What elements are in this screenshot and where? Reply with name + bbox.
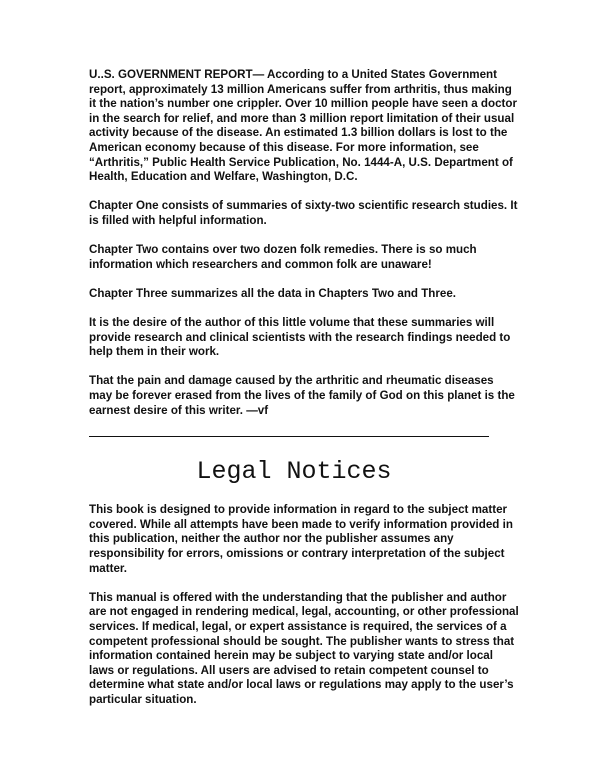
legal-disclaimer-paragraph: This book is designed to provide information in regard to the subject matter covered. While all attempts have been made to verify information provided in this publication, neither the author nor the publisher assumes any responsibility for errors, omissions or contrary interpretation of the subject matter.: [89, 503, 513, 575]
legal-notices-heading: Legal Notices: [196, 457, 392, 487]
author-desire-paragraph: It is the desire of the author of this little volume that these summaries will provide research and clinical scientists with the research findings needed to help them in their work.: [89, 316, 511, 359]
section-divider: [89, 436, 489, 437]
professional-services-paragraph: This manual is offered with the understanding that the publisher and author are not engaged in rendering medical, legal, accounting, or other professional services. If medical, legal, or expert assistance is required, the services of a competent professional should be sought. The publisher wants to stress that information contained herein may be subject to varying state and/or local laws or regulations. All users are advised to retain competent counsel to determine what state and/or local laws or regulations may apply to the user’s particular situation.: [89, 590, 519, 706]
page-content: [89, 68, 519, 722]
chapter-three-paragraph: Chapter Three summarizes all the data in Chapters Two and Three.: [89, 286, 457, 300]
closing-paragraph: That the pain and damage caused by the arthritic and rheumatic diseases may be forever erased from the lives of the family of God on this planet is the earnest desire of this writer. —vf: [89, 374, 515, 417]
chapter-one-paragraph: Chapter One consists of summaries of sixty-two scientific research studies. It is filled with helpful information.: [89, 199, 518, 227]
government-report-paragraph: U..S. GOVERNMENT REPORT— According to a United States Government report, approximately 13 million Americans suffer from arthritis, thus making it the nation’s number one crippler. Over 10 million people have seen a doctor in the search for relief, and more than 3 million report limitation of their usual activity because of the disease. An estimated 1.3 billion dollars is lost to the American economy because of this disease. For more information, see “Arthritis,” Public Health Service Publication, No. 1444-A, U.S. Department of Health, Education and Welfare, Washington, D.C.: [89, 68, 518, 184]
chapter-two-paragraph: Chapter Two contains over two dozen folk remedies. There is so much information which researchers and common folk are unaware!: [89, 243, 477, 271]
